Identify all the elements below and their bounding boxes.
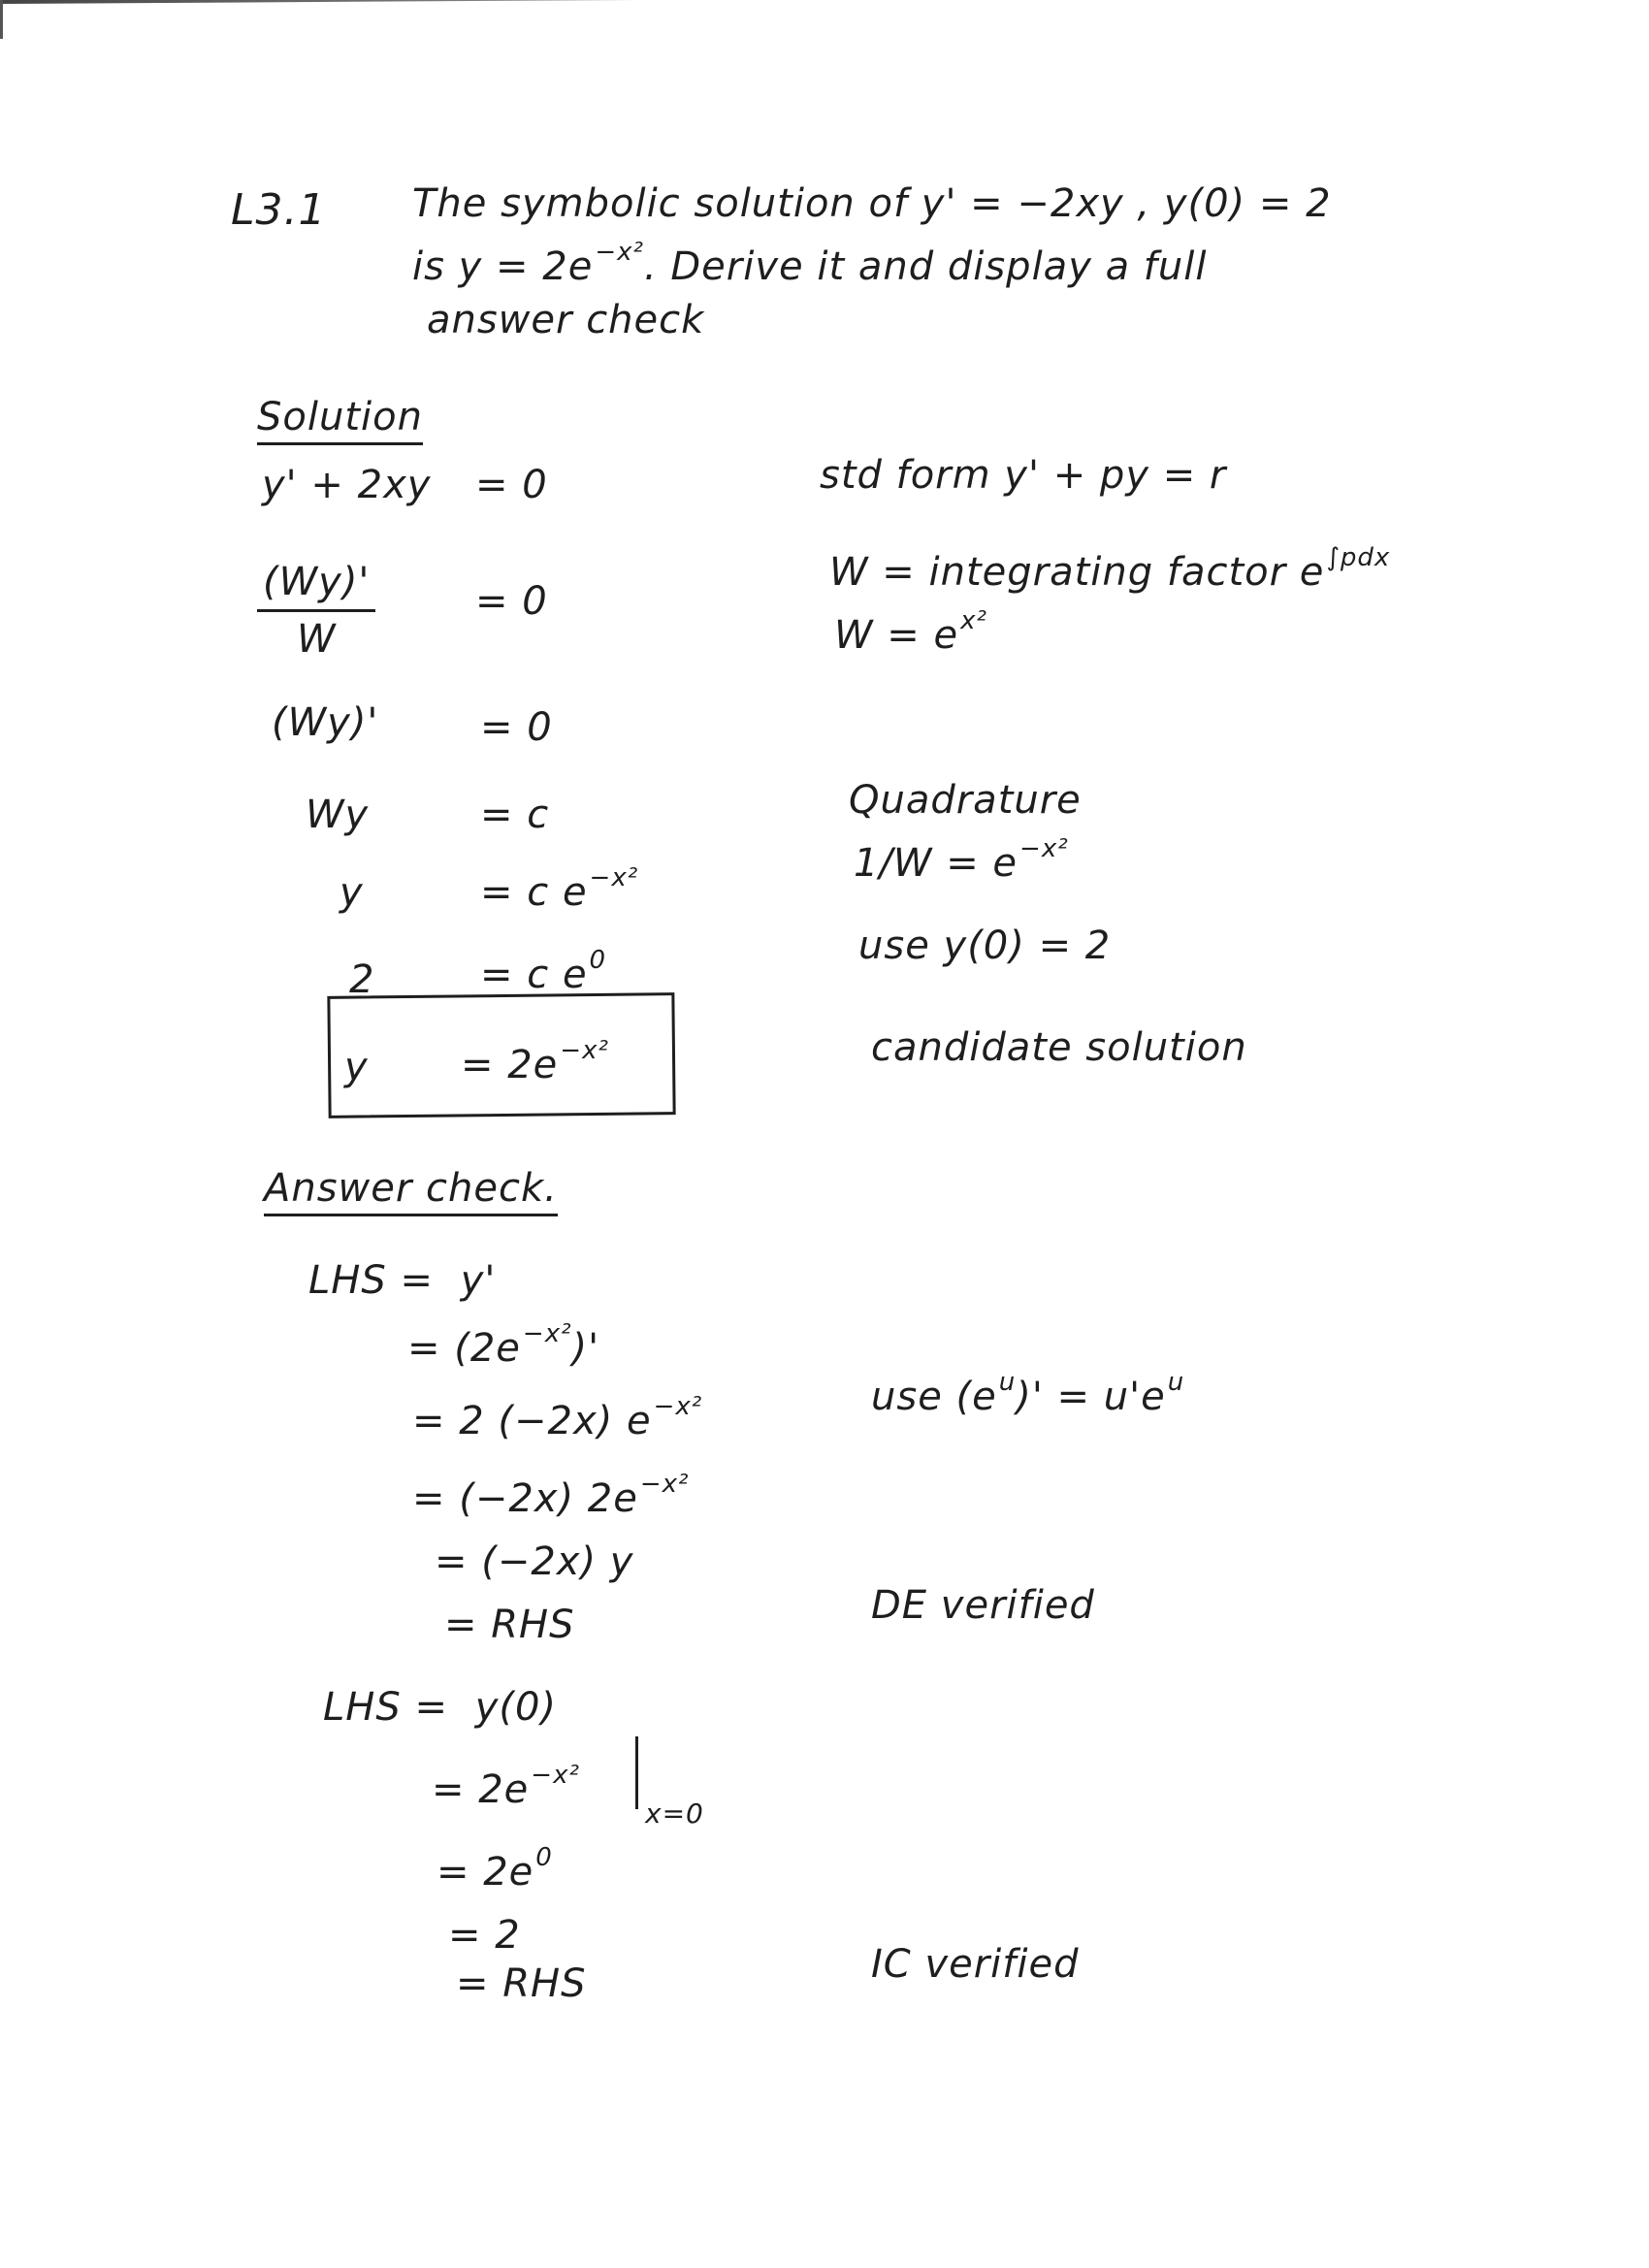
note-integrating-factor-base: W = integrating factor e: [829, 550, 1325, 595]
step-7-rhs-exp: −x²: [560, 1036, 609, 1065]
note-candidate-solution: candidate solution: [871, 1025, 1247, 1070]
note-quadrature: Quadrature: [849, 778, 1082, 823]
ic-line-1-lead: LHS =: [323, 1685, 448, 1730]
ic-line-3-exp: 0: [535, 1843, 553, 1872]
note-w-value-exp: x²: [960, 606, 987, 635]
de-line-2-base: = (2e: [407, 1326, 521, 1371]
step-2-denominator: W: [296, 617, 337, 662]
problem-line-2-suffix: . Derive it and display a full: [643, 244, 1208, 289]
note-use-ic: use y(0) = 2: [858, 923, 1112, 968]
de-line-4: [412, 1470, 690, 1521]
de-verified-note: DE verified: [871, 1583, 1095, 1628]
note-integrating-factor-exp: ∫pdx: [1326, 543, 1391, 572]
problem-label: L3.1: [231, 185, 327, 235]
note-one-over-w-base: 1/W = e: [854, 841, 1018, 886]
ic-verified-note: IC verified: [871, 1942, 1080, 1987]
step-6-rhs-base: = c e: [480, 953, 588, 997]
step-5-rhs-base: = c e: [480, 870, 588, 915]
step-1-rhs: = 0: [475, 463, 548, 507]
de-line-1-base: y': [460, 1258, 497, 1303]
de-note-rule: [871, 1368, 1185, 1419]
step-5-rhs: [480, 863, 639, 915]
step-6-lhs: 2: [349, 957, 375, 1002]
ic-line-1: [323, 1685, 558, 1730]
ic-line-2-base: = 2e: [432, 1767, 530, 1812]
problem-line-2: [412, 238, 1208, 289]
step-7-rhs: [461, 1036, 609, 1087]
ic-line-2: [432, 1761, 580, 1812]
step-4-rhs: = c: [480, 793, 550, 837]
scan-edge-top: [0, 0, 1086, 4]
de-line-3: [412, 1392, 703, 1443]
de-line-1-lead: LHS =: [308, 1258, 434, 1303]
step-4-lhs: Wy: [306, 793, 370, 837]
step-2-numerator: (Wy)': [257, 563, 375, 612]
de-line-1: [308, 1258, 497, 1303]
ic-line-4: = 2: [448, 1913, 521, 1958]
step-6-rhs: [480, 946, 607, 997]
de-line-3-base: = 2 (−2x) e: [412, 1399, 652, 1443]
note-one-over-w-exp: −x²: [1019, 834, 1069, 863]
de-note-rule-base: use (e: [871, 1375, 997, 1419]
problem-line-3: answer check: [427, 298, 705, 342]
step-6-rhs-exp: 0: [589, 946, 607, 975]
ic-line-5: = RHS: [456, 1961, 587, 2006]
step-3-rhs: = 0: [480, 705, 553, 750]
step-7-rhs-base: = 2e: [461, 1043, 559, 1087]
answer-check-heading: Answer check.: [264, 1169, 558, 1216]
step-3-lhs: (Wy)': [272, 700, 379, 745]
ic-line-2-exp: −x²: [531, 1761, 580, 1790]
de-line-4-exp: −x²: [639, 1470, 690, 1499]
de-line-2-tail: )': [571, 1326, 600, 1371]
note-one-over-w: [854, 834, 1069, 886]
de-line-5: = (−2x) y: [435, 1539, 634, 1584]
step-7-lhs: y: [344, 1045, 369, 1089]
de-note-rule-mid: )' = u'e: [1016, 1375, 1166, 1419]
step-1-lhs: y' + 2xy: [262, 463, 432, 507]
ic-line-3-base: = 2e: [436, 1850, 534, 1895]
note-std-form: std form y' + py = r: [820, 453, 1227, 498]
step-2-rhs: = 0: [475, 579, 548, 624]
note-w-value-base: W = e: [834, 613, 959, 658]
problem-line-2-prefix: is y = 2e: [412, 244, 594, 289]
ic-line-1-base: y(0): [474, 1685, 558, 1730]
ic-line-2-eval: [645, 1783, 704, 1830]
note-w-value: [834, 606, 987, 658]
step-5-lhs: y: [340, 870, 364, 915]
problem-line-1: The symbolic solution of y' = −2xy , y(0) = 2: [412, 181, 1332, 226]
step-2-fraction: [257, 560, 375, 662]
problem-line-2-exp: −x²: [595, 238, 644, 267]
de-line-6: = RHS: [444, 1603, 575, 1647]
de-line-3-exp: −x²: [653, 1392, 703, 1421]
de-line-2: [407, 1319, 600, 1371]
step-5-rhs-exp: −x²: [589, 863, 639, 892]
de-line-4-base: = (−2x) 2e: [412, 1476, 638, 1521]
de-note-rule-exp: u: [998, 1368, 1017, 1397]
de-line-2-exp: −x²: [522, 1319, 572, 1348]
de-note-rule-exp2: u: [1167, 1368, 1185, 1397]
evaluation-bar: [635, 1736, 638, 1809]
ic-line-2-eval-point: x=0: [645, 1798, 704, 1830]
scan-edge-left: [0, 0, 3, 39]
ic-line-3: [436, 1843, 553, 1895]
note-integrating-factor: [829, 543, 1391, 595]
solution-heading: Solution: [257, 398, 423, 445]
